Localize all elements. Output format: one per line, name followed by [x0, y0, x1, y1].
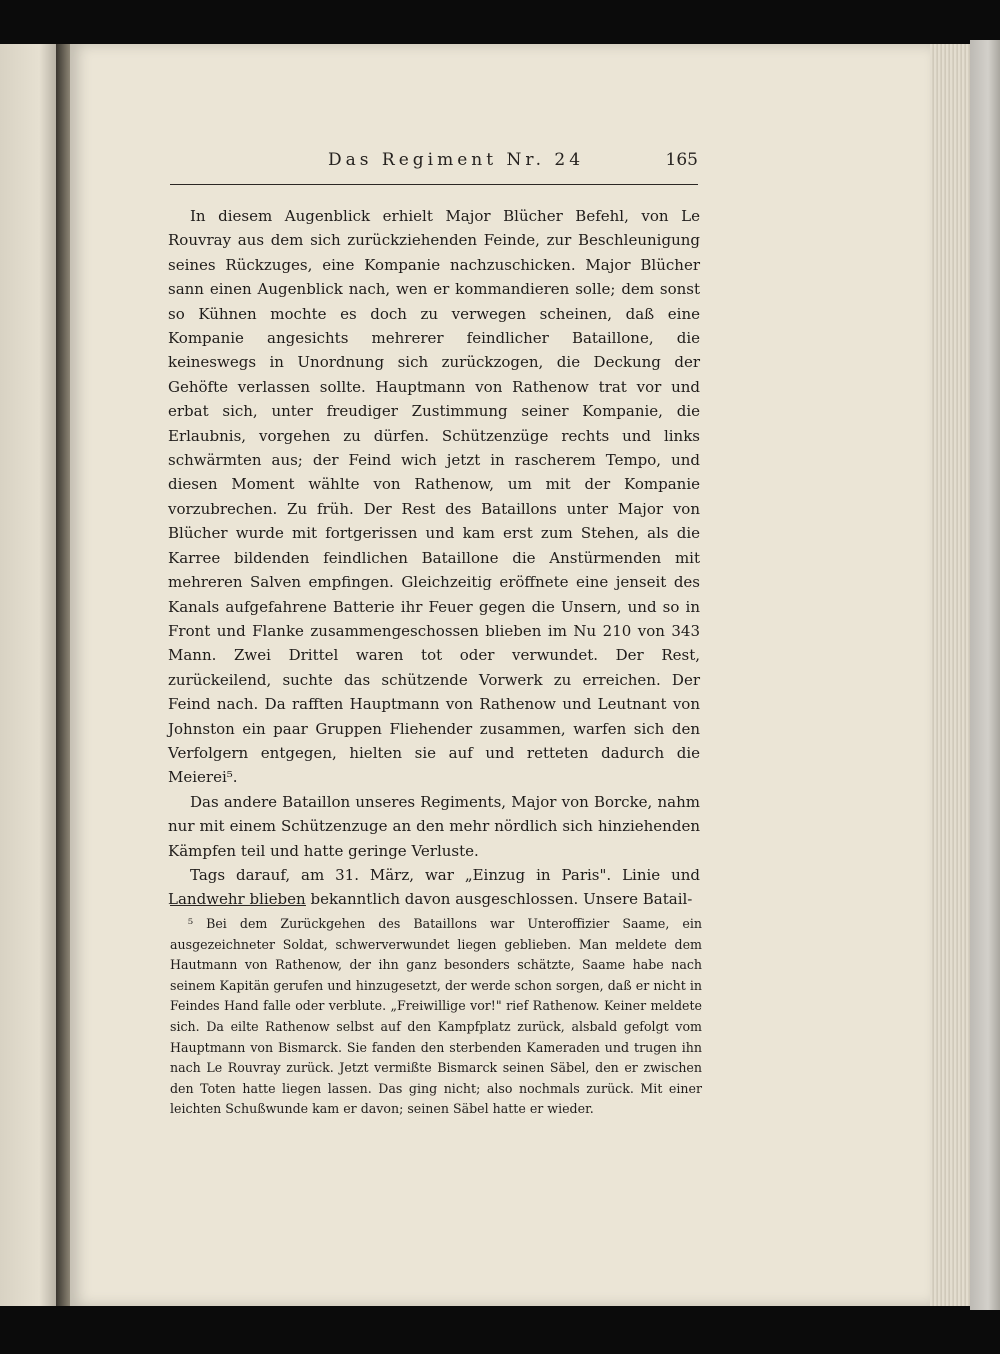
paragraph-2: Das andere Bataillon unseres Regiments, Major von Borcke, nahm nur mit einem Schützenzuge an den mehr nördlich sich hinziehenden Kämpfen teil und hatte geringe Verluste.: [168, 792, 700, 860]
paragraph-1: In diesem Augenblick erhielt Major Blücher Befehl, von Le Rouvray aus dem sich zurückziehenden Feinde, zur Beschleunigung seines Rückzuges, eine Kompanie nachzuschicken. Major Blücher sann einen Augenblick nach, wen er kommandieren solle; dem sonst so Kühnen mochte es doch zu verwegen scheinen, daß eine Kompanie angesichts mehrerer feindlicher Bataillone, die keineswegs in Unordnung sich zurückzogen, die Deckung der Gehöfte verlassen sollte. Hauptmann von Rathenow trat vor und erbat sich, unter freudiger Zustimmung seiner Kompanie, die Erlaubnis, vorgehen zu dürfen. Schützenzüge rechts und links schwärmten aus; der Feind wich jetzt in rascherem Tempo, und diesen Moment wählte von Rathenow, um mit der Kompanie vorzubrechen. Zu früh. Der Rest des Bataillons unter Major von Blücher wurde mit fortgerissen und kam erst zum Stehen, als die Karree bildenden feindlichen Bataillone die Anstürmenden mit mehreren Salven empfingen. Gleichzeitig eröffnete eine jenseit des Kanals aufgefahrene Batterie ihr Feuer gegen die Unsern, und so in Front und Flanke zusammengeschossen blieben im Nu 210 von 343 Mann. Zwei Drittel waren tot oder verwundet. Der Rest, zurückeilend, suchte das schützende Vorwerk zu erreichen. Der Feind nach. Da rafften Hauptmann von Rathenow und Leutnant von Johnston ein paar Gruppen Fliehender zusammen, warfen sich den Verfolgern entgegen, hielten sie auf und retteten dadurch die Meierei⁵.: [168, 207, 700, 787]
page-number: 165: [665, 150, 698, 170]
running-head-title: Das Regiment Nr. 24: [328, 150, 585, 170]
book-gutter: [56, 44, 70, 1306]
book-cover-edge: [970, 40, 1000, 1310]
paragraph-3: Tags darauf, am 31. März, war „Einzug in Paris". Linie und Landwehr blieben bekanntlich davon ausgeschlossen. Unsere Batail-: [168, 865, 700, 909]
footnote-rule: [170, 905, 306, 906]
body-text: [168, 204, 700, 912]
page-stack-edge: [930, 44, 970, 1306]
left-page-edge: [0, 44, 56, 1306]
footnote-5: ⁵ Bei dem Zurückgehen des Bataillons war Unteroffizier Saame, ein ausgezeichneter Soldat, schwerverwundet liegen geblieben. Man meldete dem Hautmann von Rathenow, der ihn ganz besonders schätzte, Saame habe nach seinem Kapitän gerufen und hinzugesetzt, der werde schon sorgen, daß er nicht in Feindes Hand falle oder verblute. „Freiwillige vor!" rief Rathenow. Keiner meldete sich. Da eilte Rathenow selbst auf den Kampfplatz zurück, alsbald gefolgt vom Hauptmann von Bismarck. Sie fanden den sterbenden Kameraden und trugen ihn nach Le Rouvray zurück. Jetzt vermißte Bismarck seinen Säbel, den er zwischen den Toten hatte liegen lassen. Das ging nicht; also nochmals zurück. Mit einer leichten Schußwunde kam er davon; seinen Säbel hatte er wieder.: [170, 916, 702, 1117]
running-head: [170, 150, 698, 185]
